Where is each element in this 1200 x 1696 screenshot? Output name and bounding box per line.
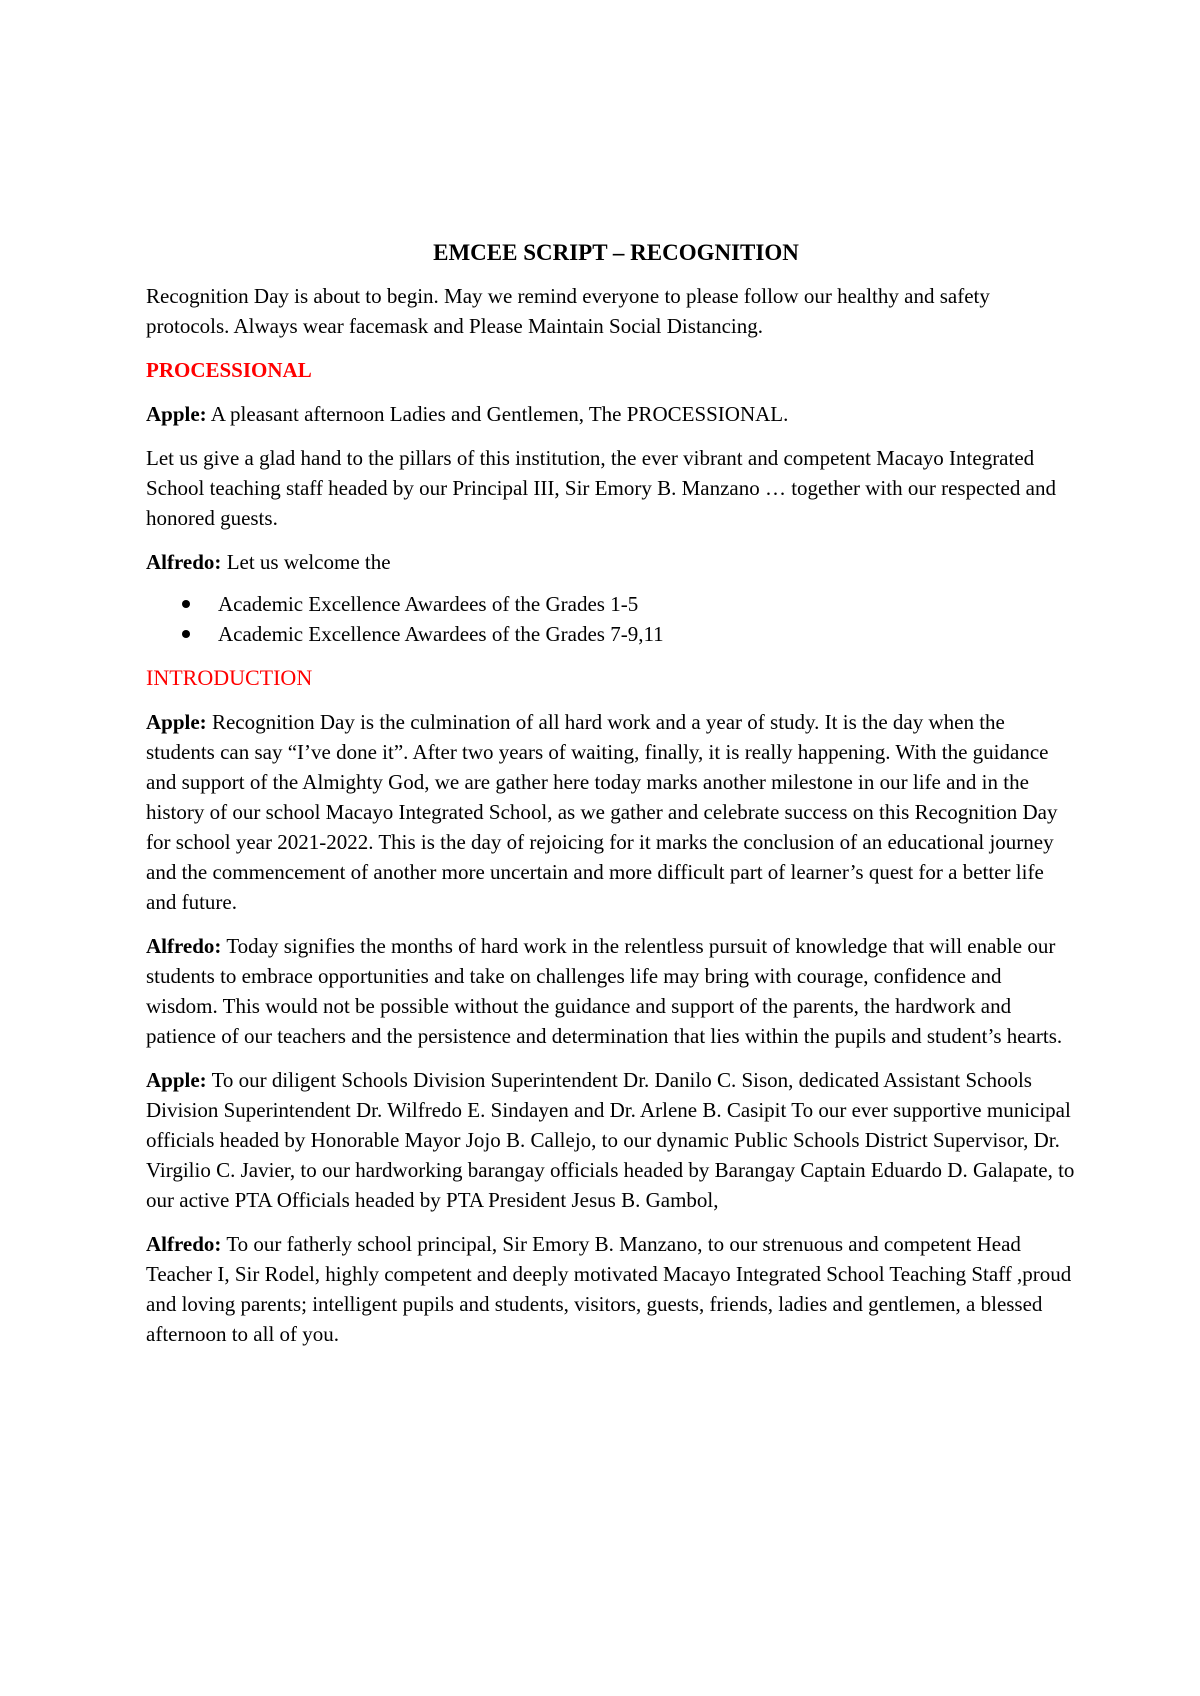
speaker-label: Alfredo: [146, 550, 222, 574]
speaker-text: Recognition Day is the culmination of all hard work and a year of study. It is the day when the students can say “I’ve done it”. After two years of waiting, finally, it is really happening. With the guidance and support of the Almighty God, we are gather here today marks another milestone in our life and in the history of our school Macayo Integrated School, as we gather and celebrate success on this Recognition Day for school year 2021-2022. This is the day of rejoicing for it marks the conclusion of an educational journey and the commencement of another more uncertain and more difficult part of learner’s quest for a better life and future. [146, 710, 1058, 914]
speaker-text: To our fatherly school principal, Sir Emory B. Manzano, to our strenuous and competent Head Teacher I, Sir Rodel, highly competent and deeply motivated Macayo Integrated School Teaching Staff ,proud and loving parents; intelligent pupils and students, visitors, guests, friends, ladies and gentlemen, a blessed afternoon to all of you. [146, 1232, 1072, 1346]
list-item-text: Academic Excellence Awardees of the Grades 1-5 [218, 592, 639, 616]
list-item [182, 619, 1076, 649]
speaker-label: Alfredo: [146, 934, 222, 958]
glad-hand-paragraph: Let us give a glad hand to the pillars of this institution, the ever vibrant and competent Macayo Integrated School teaching staff headed by our Principal III, Sir Emory B. Manzano … together with our respected and honored guests. [146, 446, 1056, 530]
introduction-paragraph [146, 1065, 1076, 1215]
introduction-paragraph [146, 931, 1076, 1051]
awardees-list [146, 589, 1076, 649]
speaker-label: Alfredo: [146, 1232, 222, 1256]
speaker-text: Today signifies the months of hard work in the relentless pursuit of knowledge that will enable our students to embrace opportunities and take on challenges life may bring with courage, confidence and wisdom. This would not be possible without the guidance and support of the parents, the hardwork and patience of our teachers and the persistence and determination that lies within the pupils and student’s hearts. [146, 934, 1063, 1048]
processional-alfredo-line [146, 547, 1076, 577]
introduction-heading: INTRODUCTION [146, 665, 313, 690]
bullet-icon [182, 630, 190, 638]
speaker-text: To our diligent Schools Division Superintendent Dr. Danilo C. Sison, dedicated Assistant Schools Division Superintendent Dr. Wilfredo E. Sindayen and Dr. Arlene B. Casipit To our ever supportive municipal officials headed by Honorable Mayor Jojo B. Callejo, to our dynamic Public Schools District Supervisor, Dr. Virgilio C. Javier, to our hardworking barangay officials headed by Barangay Captain Eduardo D. Galapate, to our active PTA Officials headed by PTA President Jesus B. Gambol, [146, 1068, 1075, 1212]
speaker-text: Let us welcome the [226, 550, 391, 574]
processional-heading: PROCESSIONAL [146, 358, 312, 382]
document-title: EMCEE SCRIPT – RECOGNITION [433, 240, 799, 265]
speaker-label: Apple: [146, 402, 207, 426]
speaker-text: A pleasant afternoon Ladies and Gentlemen, The PROCESSIONAL. [210, 402, 789, 426]
processional-apple-line [146, 399, 1076, 429]
speaker-label: Apple: [146, 710, 207, 734]
list-item-text: Academic Excellence Awardees of the Grades 7-9,11 [218, 622, 664, 646]
introduction-paragraph [146, 1229, 1076, 1349]
list-item [182, 589, 1076, 619]
introduction-paragraph [146, 707, 1076, 917]
intro-paragraph: Recognition Day is about to begin. May we remind everyone to please follow our healthy and safety protocols. Always wear facemask and Please Maintain Social Distancing. [146, 284, 990, 338]
speaker-label: Apple: [146, 1068, 207, 1092]
bullet-icon [182, 600, 190, 608]
document-page [146, 238, 1076, 1363]
